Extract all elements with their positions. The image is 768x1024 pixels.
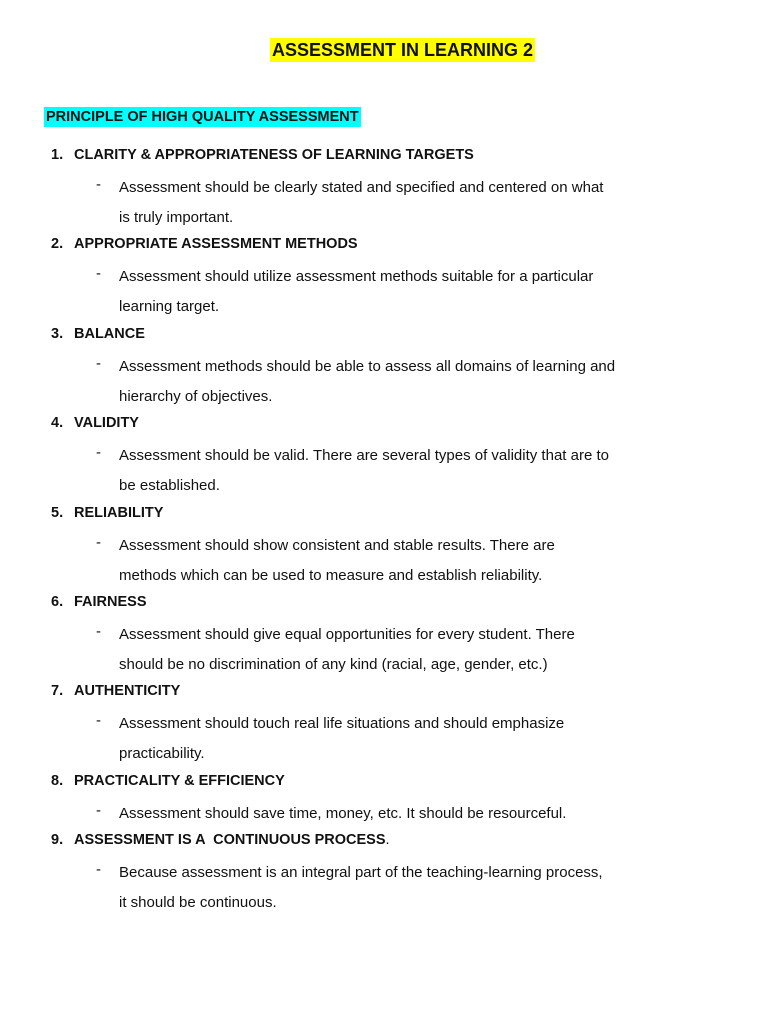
principle-item — [0, 412, 768, 501]
principle-title: APPROPRIATE ASSESSMENT METHODS — [74, 236, 358, 253]
bullet-dash: - — [96, 533, 101, 551]
principle-number: 2. — [51, 236, 64, 253]
document-title: ASSESSMENT IN LEARNING 2 — [272, 40, 534, 60]
principle-number: 9. — [51, 832, 64, 849]
principle-heading — [51, 591, 147, 613]
bullet-dash: - — [96, 712, 101, 730]
description-line: methods which can be used to measure and establish reliability. — [119, 566, 543, 584]
principle-number: 1. — [51, 147, 64, 163]
description-line: should be no discrimination of any kind (racial, age, gender, etc.) — [119, 655, 548, 673]
principle-heading — [51, 680, 180, 702]
description-line: Assessment should utilize assessment methods suitable for a particular — [119, 268, 594, 286]
heading-period: . — [385, 832, 390, 849]
bullet-dash: - — [96, 265, 101, 283]
principle-description — [119, 531, 729, 591]
principle-description — [119, 441, 729, 501]
description-line: Assessment should give equal opportunities for every student. There — [119, 625, 575, 643]
principle-description — [119, 352, 729, 412]
description-line: learning target. — [119, 298, 220, 316]
principle-heading — [51, 323, 145, 345]
bullet-dash: - — [96, 354, 101, 372]
principle-item — [0, 144, 768, 233]
principle-heading — [51, 144, 474, 166]
bullet-dash: - — [96, 622, 101, 640]
principle-number: 5. — [51, 504, 64, 521]
description-line: it should be continuous. — [119, 894, 277, 912]
section-heading: PRINCIPLE OF HIGH QUALITY ASSESSMENT — [46, 109, 359, 125]
description-line: be established. — [119, 477, 220, 495]
description-line: Assessment should save time, money, etc. It should be resourceful. — [119, 804, 567, 822]
bullet-dash: - — [96, 444, 101, 462]
principle-title: RELIABILITY — [74, 504, 164, 521]
principle-title: AUTHENTICITY — [74, 683, 181, 700]
description-line: Assessment should show consistent and stable results. There are — [119, 536, 555, 554]
principle-heading — [51, 829, 390, 851]
principle-description — [119, 709, 729, 769]
bullet-dash: - — [96, 801, 101, 819]
principle-title: ASSESSMENT IS A CONTINUOUS PROCESS — [74, 832, 386, 849]
principle-description — [119, 799, 729, 829]
principle-description — [119, 173, 729, 233]
principle-heading — [51, 412, 139, 434]
description-line: Because assessment is an integral part of the teaching-learning process, — [119, 864, 603, 882]
principle-item — [0, 502, 768, 591]
bullet-dash: - — [96, 861, 101, 879]
principle-heading — [51, 770, 285, 792]
principle-number: 4. — [51, 415, 64, 432]
principle-number: 6. — [51, 593, 64, 610]
principle-item — [0, 770, 768, 830]
description-line: hierarchy of objectives. — [119, 387, 273, 405]
principle-number: 3. — [51, 325, 64, 342]
principle-description — [119, 262, 729, 322]
description-line: Assessment should be clearly stated and specified and centered on what — [119, 179, 604, 196]
principle-description — [119, 620, 729, 680]
principle-title: BALANCE — [74, 325, 145, 342]
principle-title: PRACTICALITY & EFFICIENCY — [74, 772, 285, 789]
principle-item — [0, 829, 768, 918]
description-line: practicability. — [119, 745, 205, 763]
description-line: Assessment methods should be able to assess all domains of learning and — [119, 357, 616, 375]
bullet-dash: - — [96, 176, 101, 193]
principle-number: 8. — [51, 772, 64, 789]
principle-item — [0, 233, 768, 322]
description-line: Assessment should touch real life situations and should emphasize — [119, 715, 565, 733]
principle-item — [0, 591, 768, 680]
principle-title: VALIDITY — [74, 415, 139, 432]
principle-description — [119, 858, 729, 918]
principle-heading — [51, 233, 358, 255]
principle-item — [0, 680, 768, 769]
principle-item — [0, 323, 768, 412]
description-line: Assessment should be valid. There are several types of validity that are to — [119, 447, 609, 465]
principle-number: 7. — [51, 683, 64, 700]
principle-title: CLARITY & APPROPRIATENESS OF LEARNING TARGETS — [74, 147, 474, 163]
principle-heading — [51, 502, 163, 524]
principle-title: FAIRNESS — [74, 593, 147, 610]
description-line: is truly important. — [119, 209, 234, 226]
principles-list — [0, 144, 768, 919]
